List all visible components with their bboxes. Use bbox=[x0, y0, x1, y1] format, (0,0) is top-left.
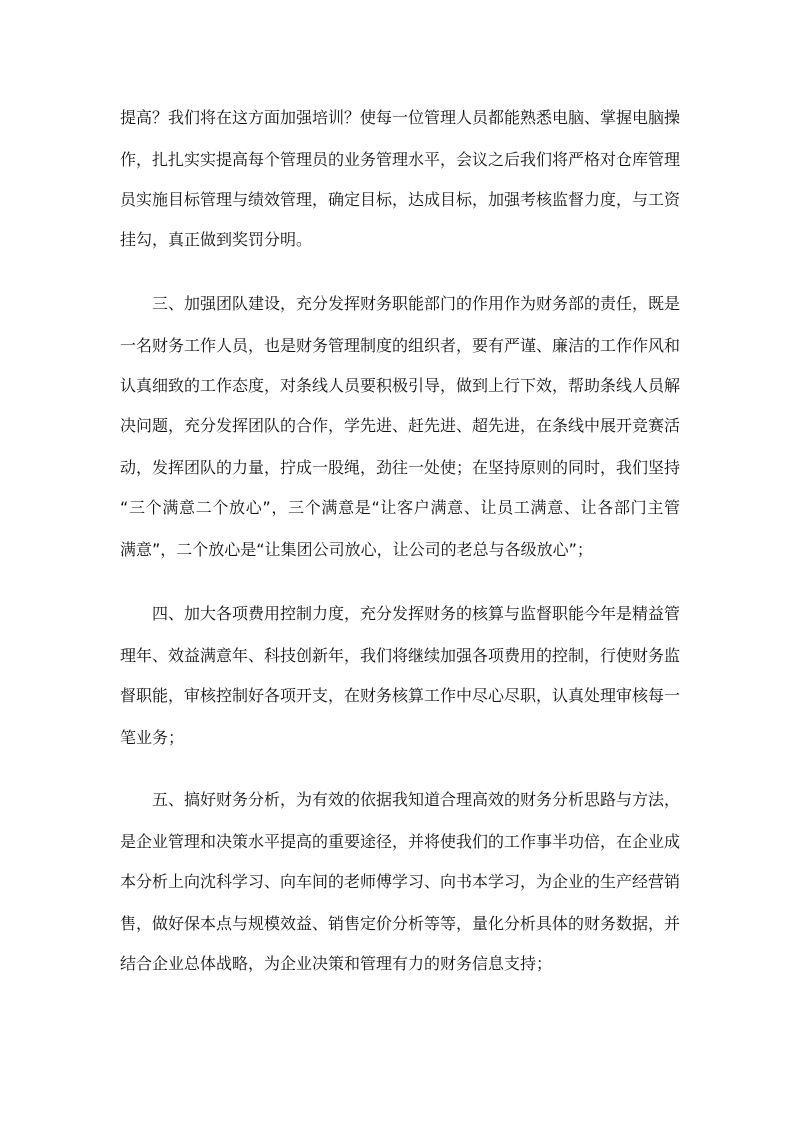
text-line: “三个满意二个放心”，三个满意是“让客户满意、让员工满意、让各部门主管 bbox=[120, 498, 680, 517]
text-line: 本分析上向沈科学习、向车间的老师傅学习、向书本学习，为企业的生产经营销 bbox=[120, 872, 681, 891]
text-line: 认真细致的工作态度，对条线人员要积极引导，做到上行下效，帮助条线人员解 bbox=[120, 376, 681, 395]
text-line: 结合企业总体战略，为企业决策和管理有力的财务信息支持； bbox=[120, 954, 553, 973]
text-line: 挂勾，真正做到奖罚分明。 bbox=[120, 230, 313, 249]
text-line: 三、加强团队建设，充分发挥财务职能部门的作用作为财务部的责任，既是 bbox=[152, 294, 681, 313]
text-line: 理年、效益满意年、科技创新年，我们将继续加强各项费用的控制，行使财务监 bbox=[120, 646, 681, 665]
text-line: 售，做好保本点与规模效益、销售定价分析等等，量化分析具体的财务数据，并 bbox=[120, 914, 681, 933]
text-line: 提高？我们将在这方面加强培训？使每一位管理人员都能熟悉电脑、掌握电脑操 bbox=[120, 108, 681, 127]
text-line: 四、加大各项费用控制力度，充分发挥财务的核算与监督职能今年是精益管 bbox=[152, 604, 681, 623]
text-line: 督职能，审核控制好各项开支，在财务核算工作中尽心尽职，认真处理审核每一 bbox=[120, 686, 681, 705]
text-line: 决问题，充分发挥团队的合作，学先进、赶先进、超先进，在条线中展开竞赛活 bbox=[120, 416, 681, 435]
text-line: 员实施目标管理与绩效管理，确定目标，达成目标，加强考核监督力度，与工资 bbox=[120, 190, 681, 209]
text-line: 满意”，二个放心是“让集团公司放心，让公司的老总与各级放心”； bbox=[120, 540, 593, 559]
text-line: 一名财务工作人员，也是财务管理制度的组织者，要有严谨、廉洁的工作作风和 bbox=[120, 336, 681, 355]
text-line: 笔业务； bbox=[120, 728, 185, 747]
text-line: 动，发挥团队的力量，拧成一股绳，劲往一处使；在坚持原则的同时，我们坚持 bbox=[120, 458, 681, 477]
text-line: 是企业管理和决策水平提高的重要途径，并将使我们的工作事半功倍，在企业成 bbox=[120, 832, 681, 851]
text-line: 五、搞好财务分析，为有效的依据我知道合理高效的财务分析思路与方法， bbox=[152, 790, 681, 809]
text-line: 作，扎扎实实提高每个管理员的业务管理水平，会议之后我们将严格对仓库管理 bbox=[120, 150, 681, 169]
